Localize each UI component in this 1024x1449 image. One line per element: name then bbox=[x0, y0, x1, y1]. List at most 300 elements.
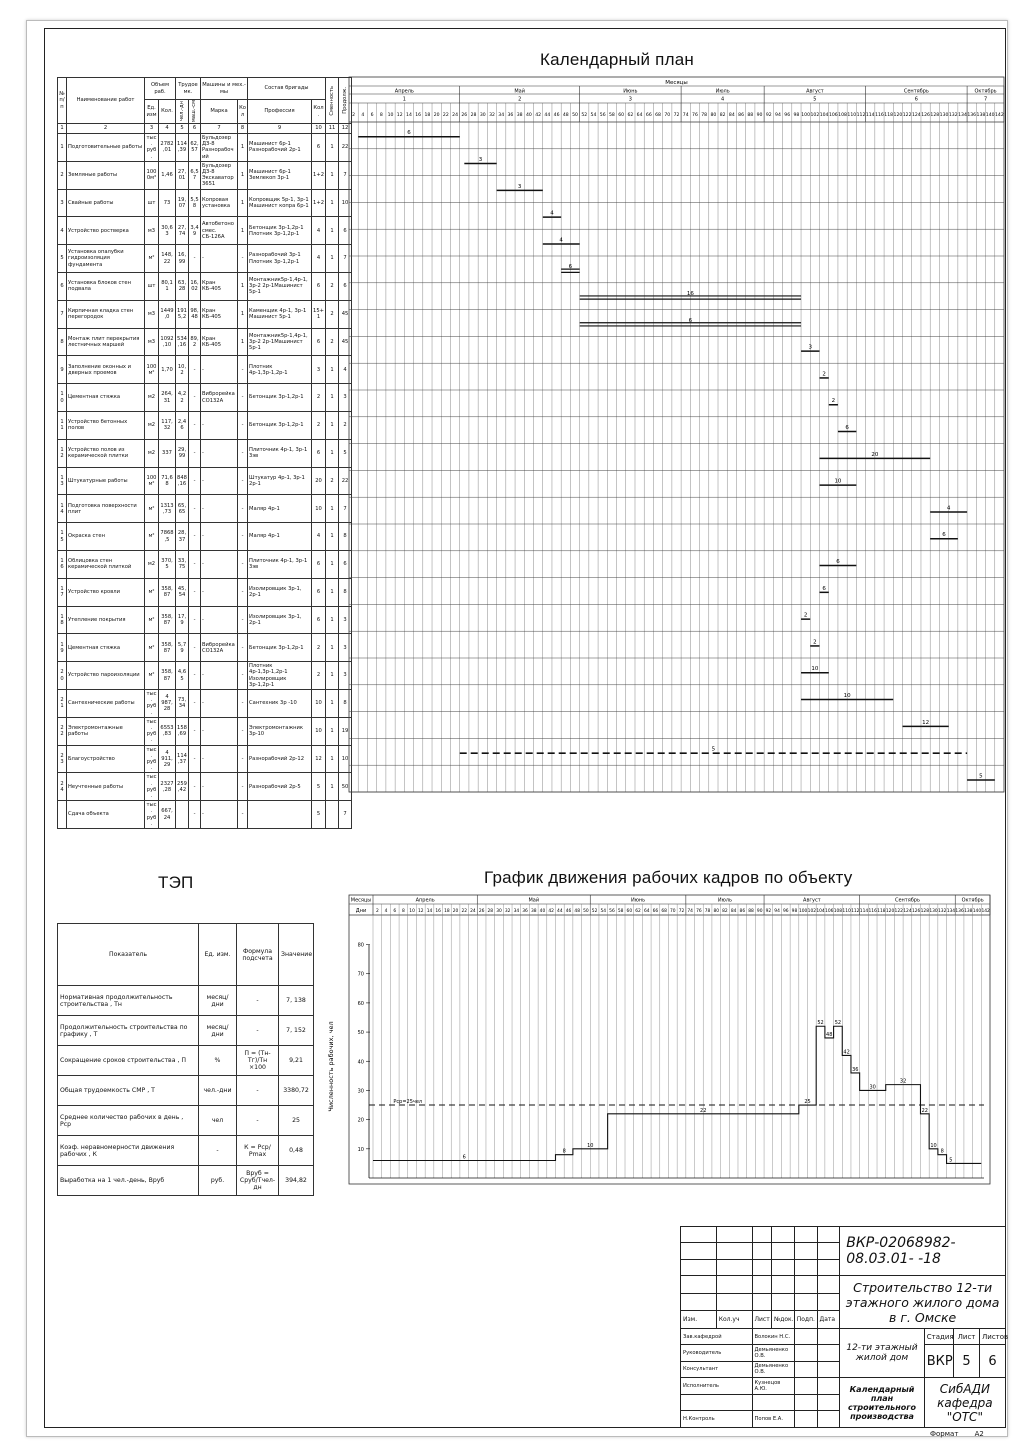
tep-row bbox=[58, 1016, 314, 1046]
day-tick-label: 96 bbox=[784, 113, 791, 118]
wf-day-tick-label: 6 bbox=[393, 909, 397, 914]
tep-unit: % bbox=[199, 1046, 237, 1076]
wf-day-tick-label: 120 bbox=[885, 909, 895, 914]
wf-day-tick-label: 108 bbox=[833, 909, 843, 914]
task-row bbox=[58, 578, 352, 606]
task-machine-count: - bbox=[238, 495, 248, 523]
task-name: Устройство бетонных полов bbox=[67, 411, 145, 439]
column-number-11: 11 bbox=[326, 124, 339, 134]
wf-day-tick-label: 12 bbox=[417, 909, 424, 914]
day-tick-label: 62 bbox=[627, 113, 634, 118]
task-machine: Бульдозер ДЗ-8 Разнорабочий bbox=[201, 134, 238, 162]
person-name-1: Демьяненко О.В. bbox=[752, 1345, 794, 1361]
wf-day-tick-label: 14 bbox=[426, 909, 433, 914]
task-num: 18 bbox=[58, 606, 67, 634]
hdr-labor-man: чел.-дн bbox=[178, 101, 185, 122]
task-crew-count: 2 bbox=[312, 384, 326, 412]
task-qty: 2327,28 bbox=[159, 773, 176, 801]
task-machine-count: - bbox=[238, 662, 248, 690]
task-profession: Бетонщик 3р-1,2р-1 bbox=[248, 411, 312, 439]
task-machine-count: - bbox=[238, 745, 248, 773]
task-row bbox=[58, 634, 352, 662]
task-labor-mach: - bbox=[189, 578, 201, 606]
tep-indicator: Среднее количество рабочих в день , Рср bbox=[58, 1106, 199, 1136]
task-num: 1 bbox=[58, 134, 67, 162]
task-num: 20 bbox=[58, 662, 67, 690]
task-name: Неучтенные работы bbox=[67, 773, 145, 801]
day-tick-label: 80 bbox=[710, 113, 717, 118]
task-crew-count: 6 bbox=[312, 328, 326, 356]
task-num: 6 bbox=[58, 272, 67, 300]
task-profession: Разнорабочий 3р-1 Плотник 3р-1,2р-1 bbox=[248, 245, 312, 273]
day-tick-label: 72 bbox=[673, 113, 680, 118]
task-duration: 3 bbox=[339, 606, 352, 634]
task-qty: 148,22 bbox=[159, 245, 176, 273]
day-tick-label: 106 bbox=[828, 113, 838, 118]
task-labor-man: 10,2 bbox=[176, 356, 189, 384]
task-profession: Изолировщик 3р-1, 2р-1 bbox=[248, 606, 312, 634]
task-labor-man: 45,54 bbox=[176, 578, 189, 606]
task-duration: 7 bbox=[339, 245, 352, 273]
wf-day-tick-label: 30 bbox=[496, 909, 502, 914]
tep-indicator: Продолжительность строительства по графику , Т bbox=[58, 1016, 199, 1046]
day-tick-label: 78 bbox=[701, 113, 708, 118]
gantt-bar-label: 4 bbox=[550, 210, 554, 217]
task-unit: м² bbox=[145, 523, 159, 551]
task-row bbox=[58, 161, 352, 189]
person-role-0: Зав.кафедрой bbox=[681, 1329, 753, 1345]
wf-day-tick-label: 110 bbox=[842, 909, 851, 914]
wf-day-tick-label: 140 bbox=[972, 909, 982, 914]
day-tick-label: 14 bbox=[406, 113, 412, 118]
gantt-bar-label: 6 bbox=[568, 264, 573, 271]
day-tick-label: 128 bbox=[930, 113, 940, 118]
task-machine: - bbox=[201, 745, 238, 773]
day-tick-label: 4 bbox=[361, 113, 365, 118]
wf-y-tick-label: 70 bbox=[357, 971, 364, 978]
task-labor-mach: - bbox=[189, 467, 201, 495]
task-duration: 6 bbox=[339, 272, 352, 300]
task-shift: 2 bbox=[326, 300, 339, 328]
task-machine-count: 1 bbox=[238, 134, 248, 162]
wf-day-tick-label: 128 bbox=[920, 909, 930, 914]
tep-head-0: Показатель bbox=[58, 924, 199, 986]
tep-indicator: Выработка на 1 чел.-день, Вруб bbox=[58, 1166, 199, 1196]
task-labor-mach: - bbox=[189, 384, 201, 412]
stamp-col-3: №док. bbox=[772, 1311, 795, 1329]
tep-formula: К = Рср/Рmax bbox=[237, 1136, 279, 1166]
task-labor-mach: - bbox=[189, 411, 201, 439]
hdr-unit: Ед. изм bbox=[145, 100, 159, 124]
hdr-profession: Профессия bbox=[248, 100, 312, 124]
task-profession: Бетонщик 3р-1,2р-1 bbox=[248, 384, 312, 412]
task-profession: Разнорабочий 2р-5 bbox=[248, 773, 312, 801]
task-labor-mach: 6,57 bbox=[189, 161, 201, 189]
wf-step-label: 6 bbox=[462, 1154, 466, 1161]
tep-formula: - bbox=[237, 1106, 279, 1136]
task-duration: 2 bbox=[339, 411, 352, 439]
wf-day-tick-label: 98 bbox=[791, 909, 798, 914]
task-row bbox=[58, 328, 352, 356]
tep-value: 7, 138 bbox=[279, 986, 314, 1016]
wf-day-tick-label: 70 bbox=[670, 909, 676, 914]
day-tick-label: 30 bbox=[479, 113, 486, 118]
task-machine: - bbox=[201, 578, 238, 606]
task-crew-count: 2 bbox=[312, 411, 326, 439]
day-tick-label: 116 bbox=[875, 113, 884, 118]
day-tick-label: 108 bbox=[838, 113, 847, 118]
day-tick-label: 66 bbox=[645, 113, 652, 118]
wf-day-tick-label: 36 bbox=[522, 909, 528, 914]
wf-average-label: Рср=25чел bbox=[393, 1099, 423, 1106]
column-number-6: 6 bbox=[189, 124, 201, 134]
task-machine-count: - bbox=[238, 689, 248, 717]
wf-day-tick-label: 28 bbox=[487, 909, 494, 914]
wf-day-tick-label: 16 bbox=[435, 909, 441, 914]
task-qty: 1092,10 bbox=[159, 328, 176, 356]
month-name: Май bbox=[514, 88, 525, 95]
wf-day-tick-label: 52 bbox=[591, 909, 598, 914]
tep-formula: П = (Тн-Тг)/Тн ×100 bbox=[237, 1046, 279, 1076]
wf-day-tick-label: 38 bbox=[530, 909, 537, 914]
task-row bbox=[58, 356, 352, 384]
project-name: Строительство 12-ти этажного жилого дома в г. Омске bbox=[840, 1275, 1006, 1328]
task-machine-count: - bbox=[238, 606, 248, 634]
task-machine-count: - bbox=[238, 245, 248, 273]
task-profession: Маляр 4р-1 bbox=[248, 495, 312, 523]
task-labor-mach: - bbox=[189, 689, 201, 717]
task-row bbox=[58, 217, 352, 245]
task-profession bbox=[248, 801, 312, 829]
wf-day-tick-label: 124 bbox=[903, 909, 912, 914]
wf-y-tick-label: 10 bbox=[357, 1146, 364, 1153]
task-qty: 1,70 bbox=[159, 356, 176, 384]
task-duration: 10 bbox=[339, 189, 352, 217]
wf-day-tick-label: 84 bbox=[730, 909, 737, 914]
hdr-brand: Марка bbox=[201, 100, 238, 124]
task-machine-count: - bbox=[238, 439, 248, 467]
tep-value: 7, 152 bbox=[279, 1016, 314, 1046]
task-machine-count: 1 bbox=[238, 161, 248, 189]
task-crew-count: 15+1 bbox=[312, 300, 326, 328]
object-name: 12-ти этажный жилой дом bbox=[840, 1329, 925, 1378]
tep-indicator: Коэф. неравномерности движения рабочих , К bbox=[58, 1136, 199, 1166]
task-shift: 1 bbox=[326, 134, 339, 162]
task-qty: 4 987,28 bbox=[159, 689, 176, 717]
wf-step-label: 22 bbox=[700, 1107, 707, 1114]
wf-step-label: 5 bbox=[949, 1157, 953, 1164]
task-machine: - bbox=[201, 773, 238, 801]
wf-month-name: Август bbox=[803, 897, 821, 904]
wf-y-tick-label: 20 bbox=[357, 1117, 364, 1124]
task-duration: 8 bbox=[339, 523, 352, 551]
task-name: Сдача объекта bbox=[67, 801, 145, 829]
task-shift: 1 bbox=[326, 523, 339, 551]
format-caption: Формат bbox=[930, 1430, 959, 1438]
month-name: Октябрь bbox=[974, 88, 997, 95]
task-row bbox=[58, 439, 352, 467]
tep-formula: - bbox=[237, 1016, 279, 1046]
gantt-bar-label: 3 bbox=[478, 157, 483, 164]
sheets-value: 6 bbox=[980, 1345, 1006, 1378]
task-machine: - bbox=[201, 439, 238, 467]
task-duration: 10 bbox=[339, 745, 352, 773]
wf-step-label: 42 bbox=[843, 1049, 850, 1056]
day-tick-label: 114 bbox=[865, 113, 875, 118]
task-qty: 4 911,29 bbox=[159, 745, 176, 773]
day-tick-label: 56 bbox=[599, 113, 606, 118]
column-number-7: 7 bbox=[201, 124, 238, 134]
task-unit: тыс. руб. bbox=[145, 773, 159, 801]
wf-step-label: 32 bbox=[899, 1078, 907, 1085]
task-labor-man: 4,22 bbox=[176, 384, 189, 412]
person-role-5: Н.Контроль bbox=[681, 1411, 753, 1428]
task-machine-count: 1 bbox=[238, 217, 248, 245]
task-shift: 1 bbox=[326, 773, 339, 801]
day-tick-label: 36 bbox=[507, 113, 514, 118]
wf-month-name: Сентябрь bbox=[894, 897, 920, 904]
task-duration: 7 bbox=[339, 801, 352, 829]
day-tick-label: 120 bbox=[893, 113, 903, 118]
task-profession: Бетонщик 3р-1,2р-1 Плотник 3р-1,2р-1 bbox=[248, 217, 312, 245]
month-number: 1 bbox=[402, 96, 406, 103]
task-name: Благоустройство bbox=[67, 745, 145, 773]
task-name: Окраска стен bbox=[67, 523, 145, 551]
stage-header: Стадия bbox=[924, 1329, 953, 1345]
gantt-bar-label: 6 bbox=[845, 425, 849, 432]
hdr-num: № п/п bbox=[58, 78, 67, 124]
day-tick-label: 34 bbox=[498, 113, 505, 118]
task-name: Установка блоков стен подвала bbox=[67, 272, 145, 300]
gantt-bar-label: 4 bbox=[559, 237, 563, 244]
task-num: 5 bbox=[58, 245, 67, 273]
wf-day-tick-label: 112 bbox=[851, 909, 860, 914]
wf-y-tick-label: 60 bbox=[357, 1000, 364, 1007]
task-qty: 2782,01 bbox=[159, 134, 176, 162]
tep-row bbox=[58, 1166, 314, 1196]
task-num: 19 bbox=[58, 634, 67, 662]
task-labor-mach: - bbox=[189, 550, 201, 578]
task-crew-count: 2 bbox=[312, 662, 326, 690]
stamp-col-4: Подп. bbox=[794, 1311, 817, 1329]
day-tick-label: 32 bbox=[489, 113, 495, 118]
task-shift: 1 bbox=[326, 717, 339, 745]
wf-day-tick-label: 130 bbox=[929, 909, 938, 914]
column-number-4: 4 bbox=[159, 124, 176, 134]
tep-formula: Вруб = Сруб/Тчел-дн bbox=[237, 1166, 279, 1196]
hdr-duration: Продолж. bbox=[341, 87, 348, 114]
task-name: Монтаж плит перекрытия лестничных маршей bbox=[67, 328, 145, 356]
task-unit: шт bbox=[145, 272, 159, 300]
day-tick-label: 102 bbox=[810, 113, 820, 118]
task-machine-count: - bbox=[238, 634, 248, 662]
task-shift: 1 bbox=[326, 217, 339, 245]
task-crew-count: 4 bbox=[312, 217, 326, 245]
day-tick-label: 142 bbox=[994, 113, 1004, 118]
workforce-frame bbox=[349, 895, 990, 1184]
wf-day-tick-label: 114 bbox=[859, 909, 869, 914]
task-machine: - bbox=[201, 606, 238, 634]
stamp-col-1: Кол.уч bbox=[716, 1311, 752, 1329]
task-crew-count: 5 bbox=[312, 801, 326, 829]
gantt-bar-label: 5 bbox=[979, 773, 983, 780]
hdr-crew-count: Кол. bbox=[312, 100, 326, 124]
task-machine: - bbox=[201, 495, 238, 523]
wf-day-tick-label: 68 bbox=[661, 909, 667, 914]
day-tick-label: 84 bbox=[728, 113, 735, 118]
gantt-bar-label: 6 bbox=[822, 585, 826, 592]
task-profession: Изолировщик 3р-1, 2р-1 bbox=[248, 578, 312, 606]
task-crew-count: 4 bbox=[312, 245, 326, 273]
day-tick-label: 42 bbox=[535, 113, 542, 118]
wf-step-label: 25 bbox=[804, 1099, 811, 1106]
task-machine-count: - bbox=[238, 384, 248, 412]
task-crew-count: 10 bbox=[312, 495, 326, 523]
task-num: 23 bbox=[58, 745, 67, 773]
task-machine-count: - bbox=[238, 356, 248, 384]
stamp-col-0: Изм. bbox=[681, 1311, 717, 1329]
wf-day-tick-label: 136 bbox=[955, 909, 964, 914]
task-profession: Сантехник 3р -10 bbox=[248, 689, 312, 717]
task-machine: Кран КБ-405 bbox=[201, 300, 238, 328]
day-tick-label: 118 bbox=[884, 113, 894, 118]
day-tick-label: 8 bbox=[379, 113, 383, 118]
task-qty: 667,24 bbox=[159, 801, 176, 829]
wf-day-tick-label: 122 bbox=[894, 909, 903, 914]
task-qty: 337 bbox=[159, 439, 176, 467]
task-crew-count: 6 bbox=[312, 272, 326, 300]
task-row bbox=[58, 134, 352, 162]
task-unit: м2 bbox=[145, 411, 159, 439]
month-number: 6 bbox=[914, 96, 918, 103]
tep-row bbox=[58, 1136, 314, 1166]
tep-indicator: Общая трудоемкость СМР , Т bbox=[58, 1076, 199, 1106]
task-row bbox=[58, 745, 352, 773]
day-tick-label: 122 bbox=[902, 113, 912, 118]
task-labor-man: 29,99 bbox=[176, 439, 189, 467]
month-name: Июнь bbox=[623, 88, 638, 95]
stamp-col-5: Дата bbox=[817, 1311, 840, 1329]
wf-step-label: 8 bbox=[562, 1148, 566, 1155]
task-machine: - bbox=[201, 467, 238, 495]
task-labor-mach: - bbox=[189, 662, 201, 690]
month-number: 3 bbox=[628, 96, 632, 103]
task-labor-man: 73,34 bbox=[176, 689, 189, 717]
task-labor-man: 16,99 bbox=[176, 245, 189, 273]
tep-title: ТЭП bbox=[158, 873, 194, 892]
task-labor-man: 158,69 bbox=[176, 717, 189, 745]
task-num: 24 bbox=[58, 773, 67, 801]
task-profession: Монтажник5р-1,4р-1,3р-2 2р-1Машинист 5р-1 bbox=[248, 328, 312, 356]
wf-day-tick-label: 92 bbox=[765, 909, 772, 914]
task-profession: Плотник 4р-1,3р-1,2р-1 bbox=[248, 356, 312, 384]
task-duration: 4 bbox=[339, 356, 352, 384]
wf-day-tick-label: 34 bbox=[513, 909, 520, 914]
task-duration: 7 bbox=[339, 161, 352, 189]
task-shift: 1 bbox=[326, 689, 339, 717]
wf-y-tick-label: 40 bbox=[357, 1059, 364, 1066]
task-machine-count: 1 bbox=[238, 328, 248, 356]
day-tick-label: 64 bbox=[636, 113, 643, 118]
wf-day-tick-label: 118 bbox=[877, 909, 886, 914]
task-labor-mach: - bbox=[189, 606, 201, 634]
task-labor-mach: - bbox=[189, 773, 201, 801]
hdr-name: Наименование работ bbox=[67, 78, 145, 124]
task-crew-count: 6 bbox=[312, 606, 326, 634]
task-name: Утепление покрытия bbox=[67, 606, 145, 634]
task-name: Электромонтажные работы bbox=[67, 717, 145, 745]
wf-day-tick-label: 50 bbox=[583, 909, 589, 914]
wf-day-tick-label: 42 bbox=[548, 909, 554, 914]
task-labor-man: 534,16 bbox=[176, 328, 189, 356]
wf-day-tick-label: 24 bbox=[470, 909, 476, 914]
format-label bbox=[930, 1430, 984, 1438]
day-tick-label: 124 bbox=[911, 113, 921, 118]
wf-day-tick-label: 80 bbox=[713, 909, 720, 914]
task-crew-count: 6 bbox=[312, 550, 326, 578]
wf-days-label: Дни bbox=[355, 908, 367, 914]
day-tick-label: 140 bbox=[985, 113, 995, 118]
wf-step-label: 30 bbox=[869, 1084, 876, 1091]
tep-indicator: Нормативная продолжительность строительства , Тн bbox=[58, 986, 199, 1016]
wf-step-label: 10 bbox=[930, 1142, 937, 1149]
gantt-bar-label: 6 bbox=[407, 130, 411, 137]
day-tick-label: 58 bbox=[608, 113, 615, 118]
task-labor-man: 114,39 bbox=[176, 134, 189, 162]
task-num: 3 bbox=[58, 189, 67, 217]
task-duration: 22 bbox=[339, 134, 352, 162]
task-labor-man: 17,9 bbox=[176, 606, 189, 634]
task-labor-man: 27,74 bbox=[176, 217, 189, 245]
task-num: 16 bbox=[58, 550, 67, 578]
task-unit: тыс. руб. bbox=[145, 717, 159, 745]
task-name: Сантехнические работы bbox=[67, 689, 145, 717]
wf-step-label: 22 bbox=[921, 1107, 929, 1114]
stamp-col-2: Лист bbox=[752, 1311, 772, 1329]
task-row bbox=[58, 773, 352, 801]
day-tick-label: 130 bbox=[939, 113, 949, 118]
task-row bbox=[58, 662, 352, 690]
task-duration: 3 bbox=[339, 662, 352, 690]
day-tick-label: 136 bbox=[967, 113, 977, 118]
gantt-bar-label: 2 bbox=[803, 612, 808, 619]
task-machine: - bbox=[201, 356, 238, 384]
task-name: Устройство кровли bbox=[67, 578, 145, 606]
gantt-bar-label: 20 bbox=[871, 451, 879, 458]
task-row bbox=[58, 523, 352, 551]
task-crew-count: 6 bbox=[312, 134, 326, 162]
task-row bbox=[58, 495, 352, 523]
task-duration: 3 bbox=[339, 384, 352, 412]
tep-row bbox=[58, 1046, 314, 1076]
task-labor-man: 19,07 bbox=[176, 189, 189, 217]
day-tick-label: 16 bbox=[415, 113, 422, 118]
task-num: 21 bbox=[58, 689, 67, 717]
tep-value: 3380,72 bbox=[279, 1076, 314, 1106]
task-name: Кирпичная кладка стен перегородок bbox=[67, 300, 145, 328]
task-machine-count: - bbox=[238, 717, 248, 745]
gantt-bar-label: 10 bbox=[811, 666, 819, 673]
day-tick-label: 88 bbox=[747, 113, 754, 118]
task-unit: шт bbox=[145, 189, 159, 217]
task-machine: - bbox=[201, 717, 238, 745]
task-shift: 1 bbox=[326, 245, 339, 273]
doc-code: ВКР-02068982-08.03.01- -18 bbox=[840, 1227, 1006, 1276]
wf-day-tick-label: 18 bbox=[444, 909, 450, 914]
task-machine: - bbox=[201, 245, 238, 273]
task-row bbox=[58, 717, 352, 745]
hdr-count: Кол bbox=[238, 100, 248, 124]
